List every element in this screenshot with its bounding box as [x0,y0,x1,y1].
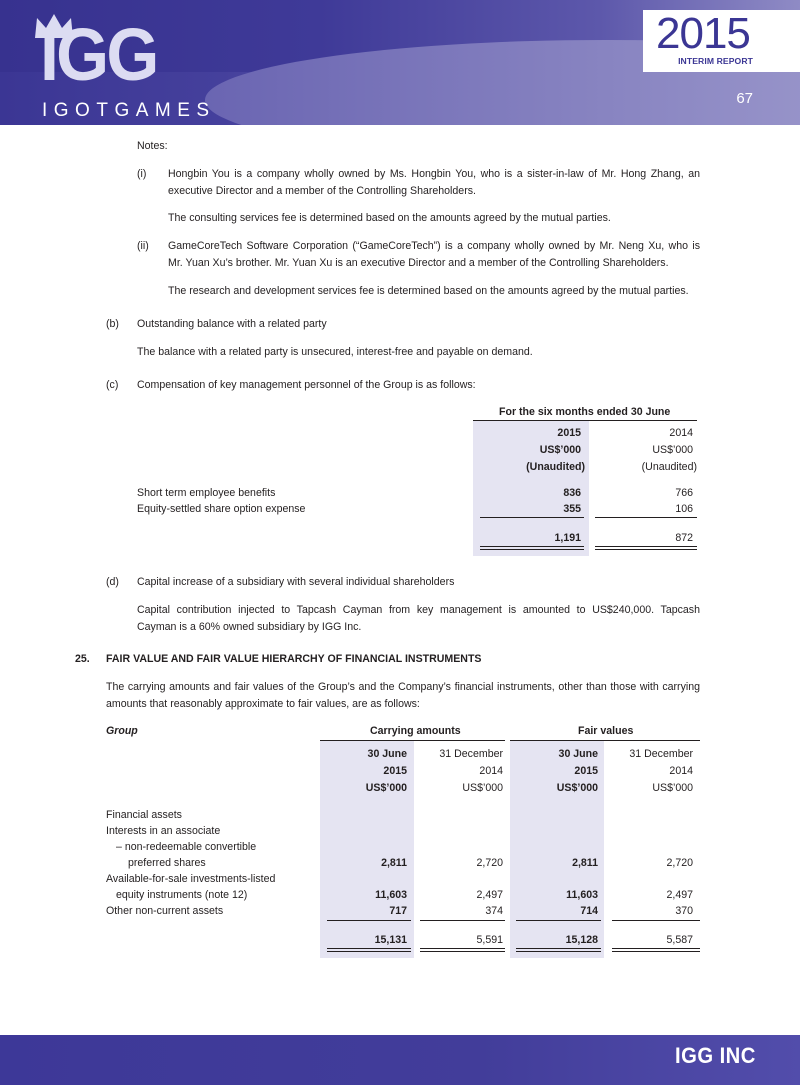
column-header: 2015 [557,427,581,439]
table-cell: 2,497 [666,889,693,901]
section-marker: (c) [106,379,119,391]
section-title: Outstanding balance with a related party [137,318,327,330]
note-text: Mr. Yuan Xu’s brother. Mr. Yuan Xu is an executive Director and a member of the Controlling Shareholders. [168,257,669,269]
report-label: INTERIM REPORT [678,56,753,66]
table-cell: 2,811 [572,857,598,869]
column-header: 31 December [439,748,503,760]
note-text: The consulting services fee is determined based on the amounts agreed by the mutual parties. [168,212,611,224]
total-cell: 15,128 [565,934,598,946]
column-header: US$’000 [652,782,693,794]
total-double-rule [612,948,700,952]
note-text: executive Director and a member of the Controlling Shareholders. [168,185,476,197]
row-label: preferred shares [128,857,206,869]
table-cell: 106 [675,503,693,515]
table-cell: 370 [675,905,693,917]
section-number: 25. [75,653,90,665]
logo-subtitle: IGOTGAMES [42,100,216,121]
table-cell: 2,811 [381,857,407,869]
total-cell: 1,191 [554,532,581,544]
column-header: 31 December [629,748,693,760]
subtotal-rule [612,920,700,921]
company-logo: IGG [40,13,157,96]
row-label: equity instruments (note 12) [116,889,248,901]
footer-company-name: IGG INC [675,1043,756,1068]
group-label: Group [106,725,138,737]
section-text: amounts that reasonably approximate to fair values, are as follows: [106,698,420,710]
table-cell: 11,603 [566,889,598,901]
column-header: US$’000 [462,782,503,794]
table-cell: 374 [485,905,503,917]
total-double-rule [420,948,505,952]
table-cell: 766 [675,487,693,499]
column-header: (Unaudited) [641,461,697,473]
page-header [0,0,800,125]
column-header: US$’000 [652,444,693,456]
table-cell: 717 [389,905,407,917]
section-heading: FAIR VALUE AND FAIR VALUE HIERARCHY OF FINANCIAL INSTRUMENTS [106,653,482,665]
column-header: 2014 [669,427,693,439]
table-cell: 2,497 [476,889,503,901]
subtotal-rule [420,920,505,921]
column-header: US$’000 [556,782,598,794]
note-text: Hongbin You is a company wholly owned by Ms. Hongbin You, who is a sister-in-law of Mr. Hong Zhang, an [168,168,700,180]
note-marker: (i) [137,168,147,180]
column-header: 2014 [479,765,503,777]
section-title: Capital increase of a subsidiary with several individual shareholders [137,576,455,588]
table-period-header: For the six months ended 30 June [499,406,671,418]
report-year: 2015 [656,9,750,58]
table-cell: 836 [563,487,581,499]
section-text: Cayman is a 60% owned subsidiary by IGG Inc. [137,621,362,633]
header-rule [473,420,697,421]
note-text: The research and development services fee is determined based on the amounts agreed by the mutual parties. [168,285,689,297]
row-label: Other non-current assets [106,905,224,917]
section-marker: (d) [106,576,119,588]
column-header: US$’000 [539,444,581,456]
total-double-rule [516,948,601,952]
table-cell: 11,603 [375,889,407,901]
row-label: Short term employee benefits [137,487,276,499]
table-cell: 355 [563,503,581,515]
row-label: – non-redeemable convertible [116,841,257,853]
section-text: Capital contribution injected to Tapcash Cayman from key management is amounted to US$240,000. Tapcash [137,604,700,616]
total-cell: 5,587 [666,934,693,946]
header-rule [510,740,700,741]
row-label: Interests in an associate [106,825,221,837]
column-header: 30 June [367,748,407,760]
fair-values-header: Fair values [578,725,634,737]
table-cell: 714 [580,905,598,917]
column-header: 2015 [383,765,407,777]
table-cell: 2,720 [666,857,693,869]
note-marker: (ii) [137,240,149,252]
table-cell: 2,720 [476,857,503,869]
section-title: Compensation of key management personnel of the Group is as follows: [137,379,476,391]
column-header: (Unaudited) [526,461,585,473]
row-label: Financial assets [106,809,182,821]
row-label: Equity-settled share option expense [137,503,306,515]
total-double-rule [595,546,697,550]
subtotal-rule [327,920,411,921]
subtotal-rule [516,920,601,921]
section-marker: (b) [106,318,119,330]
total-double-rule [327,948,411,952]
note-text: GameCoreTech Software Corporation (“GameCoreTech”) is a company wholly owned by Mr. Neng Xu, who is [168,240,700,252]
total-cell: 15,131 [374,934,407,946]
section-text: The balance with a related party is unsecured, interest-free and payable on demand. [137,346,533,358]
column-header: 2015 [574,765,598,777]
subtotal-rule [595,517,697,518]
total-double-rule [480,546,584,550]
notes-heading: Notes: [137,140,168,152]
column-header: US$’000 [365,782,407,794]
page-number: 67 [736,90,753,107]
row-label: Available-for-sale investments-listed [106,873,276,885]
total-cell: 872 [675,532,693,544]
carrying-amounts-header: Carrying amounts [370,725,461,737]
column-header: 2014 [669,765,693,777]
section-text: The carrying amounts and fair values of the Group’s and the Company’s financial instruments, other than those with carrying [106,681,700,693]
total-cell: 5,591 [476,934,503,946]
header-rule [320,740,505,741]
column-header: 30 June [558,748,598,760]
subtotal-rule [480,517,584,518]
